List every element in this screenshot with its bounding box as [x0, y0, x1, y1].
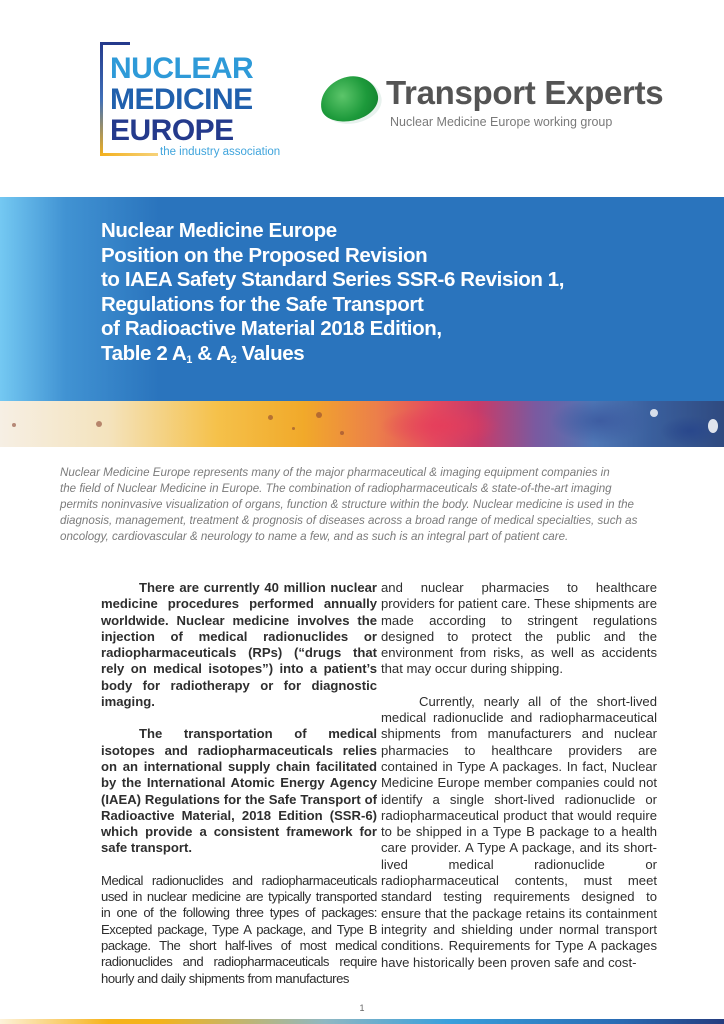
- nuclear-medicine-europe-logo: [100, 42, 285, 164]
- intro-line: diagnosis, management, treatment & prognosis of diseases across a broad range of medical specialties, such as: [60, 514, 638, 527]
- paint-speck: [268, 415, 273, 420]
- transport-experts-logo: [320, 74, 690, 134]
- logo-word-nuclear: NUCLEAR: [110, 52, 254, 85]
- transport-experts-title: Transport Experts: [386, 74, 664, 111]
- intro-line: oncology, cardiovascular & neurology to name a few, and as such is an integral part of patient care.: [60, 530, 569, 543]
- title-line: Regulations for the Safe Transport: [101, 292, 424, 316]
- logo-word-europe: EUROPE: [110, 114, 234, 147]
- footer-gradient-bar: [0, 1019, 724, 1024]
- transport-experts-subtitle: Nuclear Medicine Europe working group: [390, 115, 613, 129]
- intro-line: the field of Nuclear Medicine in Europe. The combination of radiopharmaceuticals & state-of-the-art imaging: [60, 482, 612, 495]
- body-paragraph: and nuclear pharmacies to healthcare providers for patient care. These shipments are made according to stringent regulations designed to protect the public and the environment from risks, as well as accidents that may occur during shipping.: [381, 580, 657, 677]
- body-paragraph: There are currently 40 million nuclear medicine procedures performed annually worldwide. Nuclear medicine involves the injection of medical radionuclides or radiopharmaceuticals (RPs) (“drugs that rely on medical isotopes”) into a patient’s body for radiotherapy or for diagnostic imaging.: [101, 580, 377, 710]
- subscript-1: 1: [186, 353, 192, 366]
- paint-speck: [316, 412, 322, 418]
- title-text: Values: [236, 341, 305, 365]
- body-paragraph: Currently, nearly all of the short-lived medical radionuclide and radiopharmaceutical shipments from manufacturers and nuclear pharmacies to healthcare providers are contained in Type A packages. In fact, Nuclear Medicine Europe member companies could not identify a single short-lived radionuclide or radiopharmaceutical product that would require to be shipped in a Type B package to a health care provider. A Type A package, and its short-lived medical radionuclide or radiopharmaceutical contents, must meet standard testing requirements designed to ensure that the package retains its containment integrity and shielding under normal transport conditions. Requirements for Type A packages have historically been proven safe and cost-: [381, 693, 657, 970]
- logo-bracket-icon: [100, 42, 103, 156]
- intro-line: permits noninvasive visualization of organs, function & structure within the body. Nuclear medicine is used in the: [60, 498, 634, 511]
- intro-paragraph: [60, 465, 680, 545]
- left-column: [101, 580, 377, 1003]
- title-banner: [0, 197, 724, 401]
- title-line: of Radioactive Material 2018 Edition,: [101, 317, 442, 340]
- logo-word-medicine: MEDICINE: [110, 83, 253, 116]
- paint-speck: [292, 427, 295, 430]
- body-paragraph: The transportation of medical isotopes and radiopharmaceuticals relies on an international supply chain facilitated by the International Atomic Energy Agency (IAEA) Regulations for the Safe Transport of Radioactive Material, 2018 Edition (SSR-6) which provide a consistent framework for safe transport.: [101, 726, 377, 856]
- paint-speck: [96, 421, 102, 427]
- paint-speck: [708, 419, 718, 433]
- title-line: Position on the Proposed Revision: [101, 243, 428, 267]
- title-line-last: [101, 342, 701, 367]
- green-pebble-icon: [316, 71, 382, 126]
- body-paragraph: Medical radionuclides and radiopharmaceuticals used in nuclear medicine are typically transported in one of the following three types of packages: Excepted package, Type A package, and Type B package. The short half-lives of most medical radionuclides and radiopharmaceuticals require hourly and daily shipments from manufactures: [101, 872, 377, 986]
- logo-bracket-top: [100, 42, 130, 45]
- page-number: 1: [359, 1003, 365, 1013]
- logo-bracket-bottom: [100, 153, 158, 156]
- title-text: Table 2 A: [101, 341, 187, 365]
- title-text: & A: [191, 341, 231, 365]
- paint-speck: [650, 409, 658, 417]
- right-column: [381, 580, 657, 987]
- logo-tagline: the industry association: [160, 146, 281, 158]
- title-line: to IAEA Safety Standard Series SSR-6 Revision 1,: [101, 268, 565, 291]
- subscript-2: 2: [230, 353, 237, 366]
- title-line: Nuclear Medicine Europe: [101, 219, 337, 242]
- document-title: [101, 219, 701, 366]
- paint-speck: [340, 431, 344, 435]
- paint-speck: [12, 423, 16, 427]
- decorative-paint-strip: [0, 401, 724, 447]
- intro-line: Nuclear Medicine Europe represents many of the major pharmaceutical & imaging equipment companies in: [60, 466, 610, 479]
